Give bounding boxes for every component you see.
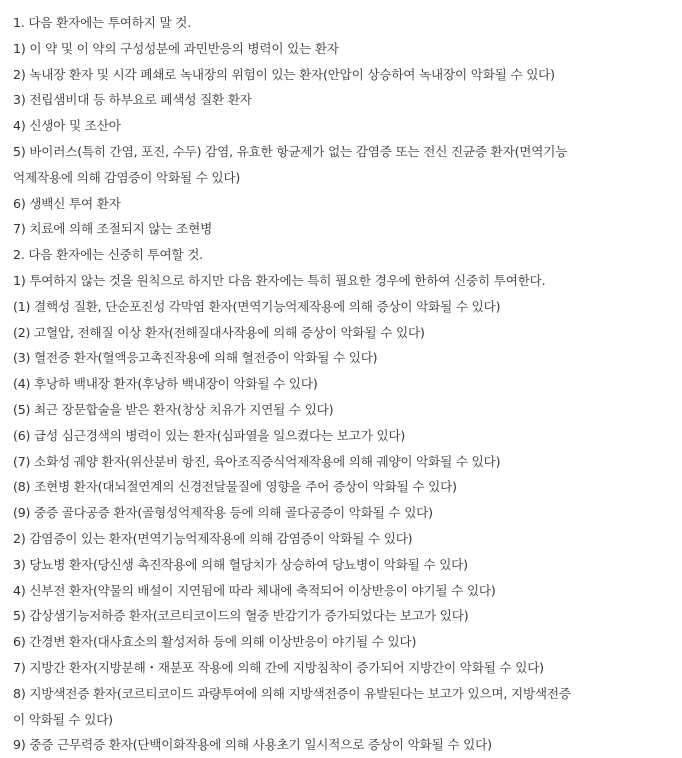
list-item-continuation: 이 악화될 수 있다)	[13, 711, 113, 727]
sub-list-item: (1) 결핵성 질환, 단순포진성 각막염 환자(면역기능억제작용에 의해 증상이 악화될 수 있다)	[13, 298, 501, 314]
sub-list-item: (5) 최근 장문합술을 받은 환자(창상 치유가 지연될 수 있다)	[13, 401, 334, 417]
list-item: 5) 바이러스(특히 간염, 포진, 수두) 감염, 유효한 항균제가 없는 감염증 또는 전신 진균증 환자(면역기능	[13, 143, 568, 159]
list-item: 7) 치료에 의해 조절되지 않는 조현병	[13, 221, 213, 237]
list-item: 1) 이 약 및 이 약의 구성성분에 과민반응의 병력이 있는 환자	[13, 40, 339, 56]
list-item: 3) 당뇨병 환자(당신생 촉진작용에 의해 혈당치가 상승하여 당뇨병이 악화될 수 있다)	[13, 556, 468, 572]
list-item: 2) 감염증이 있는 환자(면역기능억제작용에 의해 감염증이 악화될 수 있다)	[13, 530, 413, 546]
list-item: 3) 전립샘비대 등 하부요로 폐색성 질환 환자	[13, 92, 252, 108]
sub-list-item: (3) 혈전증 환자(혈액응고촉진작용에 의해 혈전증이 악화될 수 있다)	[13, 350, 378, 366]
list-item: 5) 갑상샘기능저하증 환자(코르티코이드의 혈중 반감기가 증가되었다는 보고가 있다)	[13, 608, 469, 624]
sub-list-item: (6) 급성 심근경색의 병력이 있는 환자(심파열을 일으켰다는 보고가 있다)	[13, 427, 406, 443]
sub-list-item: (7) 소화성 궤양 환자(위산분비 항진, 육아조직증식억제작용에 의해 궤양이 악화될 수 있다)	[13, 453, 501, 469]
sub-list-item: (8) 조현병 환자(대뇌절연계의 신경전달물질에 영향을 주어 증상이 악화될 수 있다)	[13, 479, 457, 495]
list-item: 6) 생백신 투여 환자	[13, 195, 121, 211]
list-item: 8) 지방색전증 환자(코르티코이드 과량투여에 의해 지방색전증이 유발된다는 보고가 있으며, 지방색전증	[13, 685, 571, 701]
sub-list-item: (4) 후낭하 백내장 환자(후낭하 백내장이 악화될 수 있다)	[13, 376, 318, 392]
section-heading: 2. 다음 환자에는 신중히 투여할 것.	[13, 247, 203, 263]
list-item: 2) 녹내장 환자 및 시각 폐쇄로 녹내장의 위험이 있는 환자(안압이 상승하여 녹내장이 악화될 수 있다)	[13, 66, 555, 82]
list-item: 4) 신부전 환자(약물의 배설이 지연됨에 따라 체내에 축적되어 이상반응이 야기될 수 있다)	[13, 582, 496, 598]
sub-list-item: (2) 고혈압, 전해질 이상 환자(전해질대사작용에 의해 증상이 악화될 수 있다)	[13, 324, 425, 340]
document-body	[13, 10, 678, 758]
list-item: 4) 신생아 및 조산아	[13, 118, 121, 134]
list-item: 9) 중증 근무력증 환자(단백이화작용에 의해 사용초기 일시적으로 증상이 악화될 수 있다)	[13, 737, 492, 753]
list-item: 7) 지방간 환자(지방분해・재분포 작용에 의해 간에 지방침착이 증가되어 지방간이 악화될 수 있다)	[13, 659, 544, 675]
list-item-continuation: 억제작용에 의해 감염증이 악화될 수 있다)	[13, 169, 241, 185]
list-item: 1) 투여하지 않는 것을 원칙으로 하지만 다음 환자에는 특히 필요한 경우에 한하여 신중히 투여한다.	[13, 272, 546, 288]
list-item: 6) 간경변 환자(대사효소의 활성저하 등에 의해 이상반응이 야기될 수 있다)	[13, 634, 417, 650]
sub-list-item: (9) 중증 골다공증 환자(골형성억제작용 등에 의해 골다공증이 악화될 수 있다)	[13, 505, 433, 521]
section-heading: 1. 다음 환자에는 투여하지 말 것.	[13, 15, 192, 30]
